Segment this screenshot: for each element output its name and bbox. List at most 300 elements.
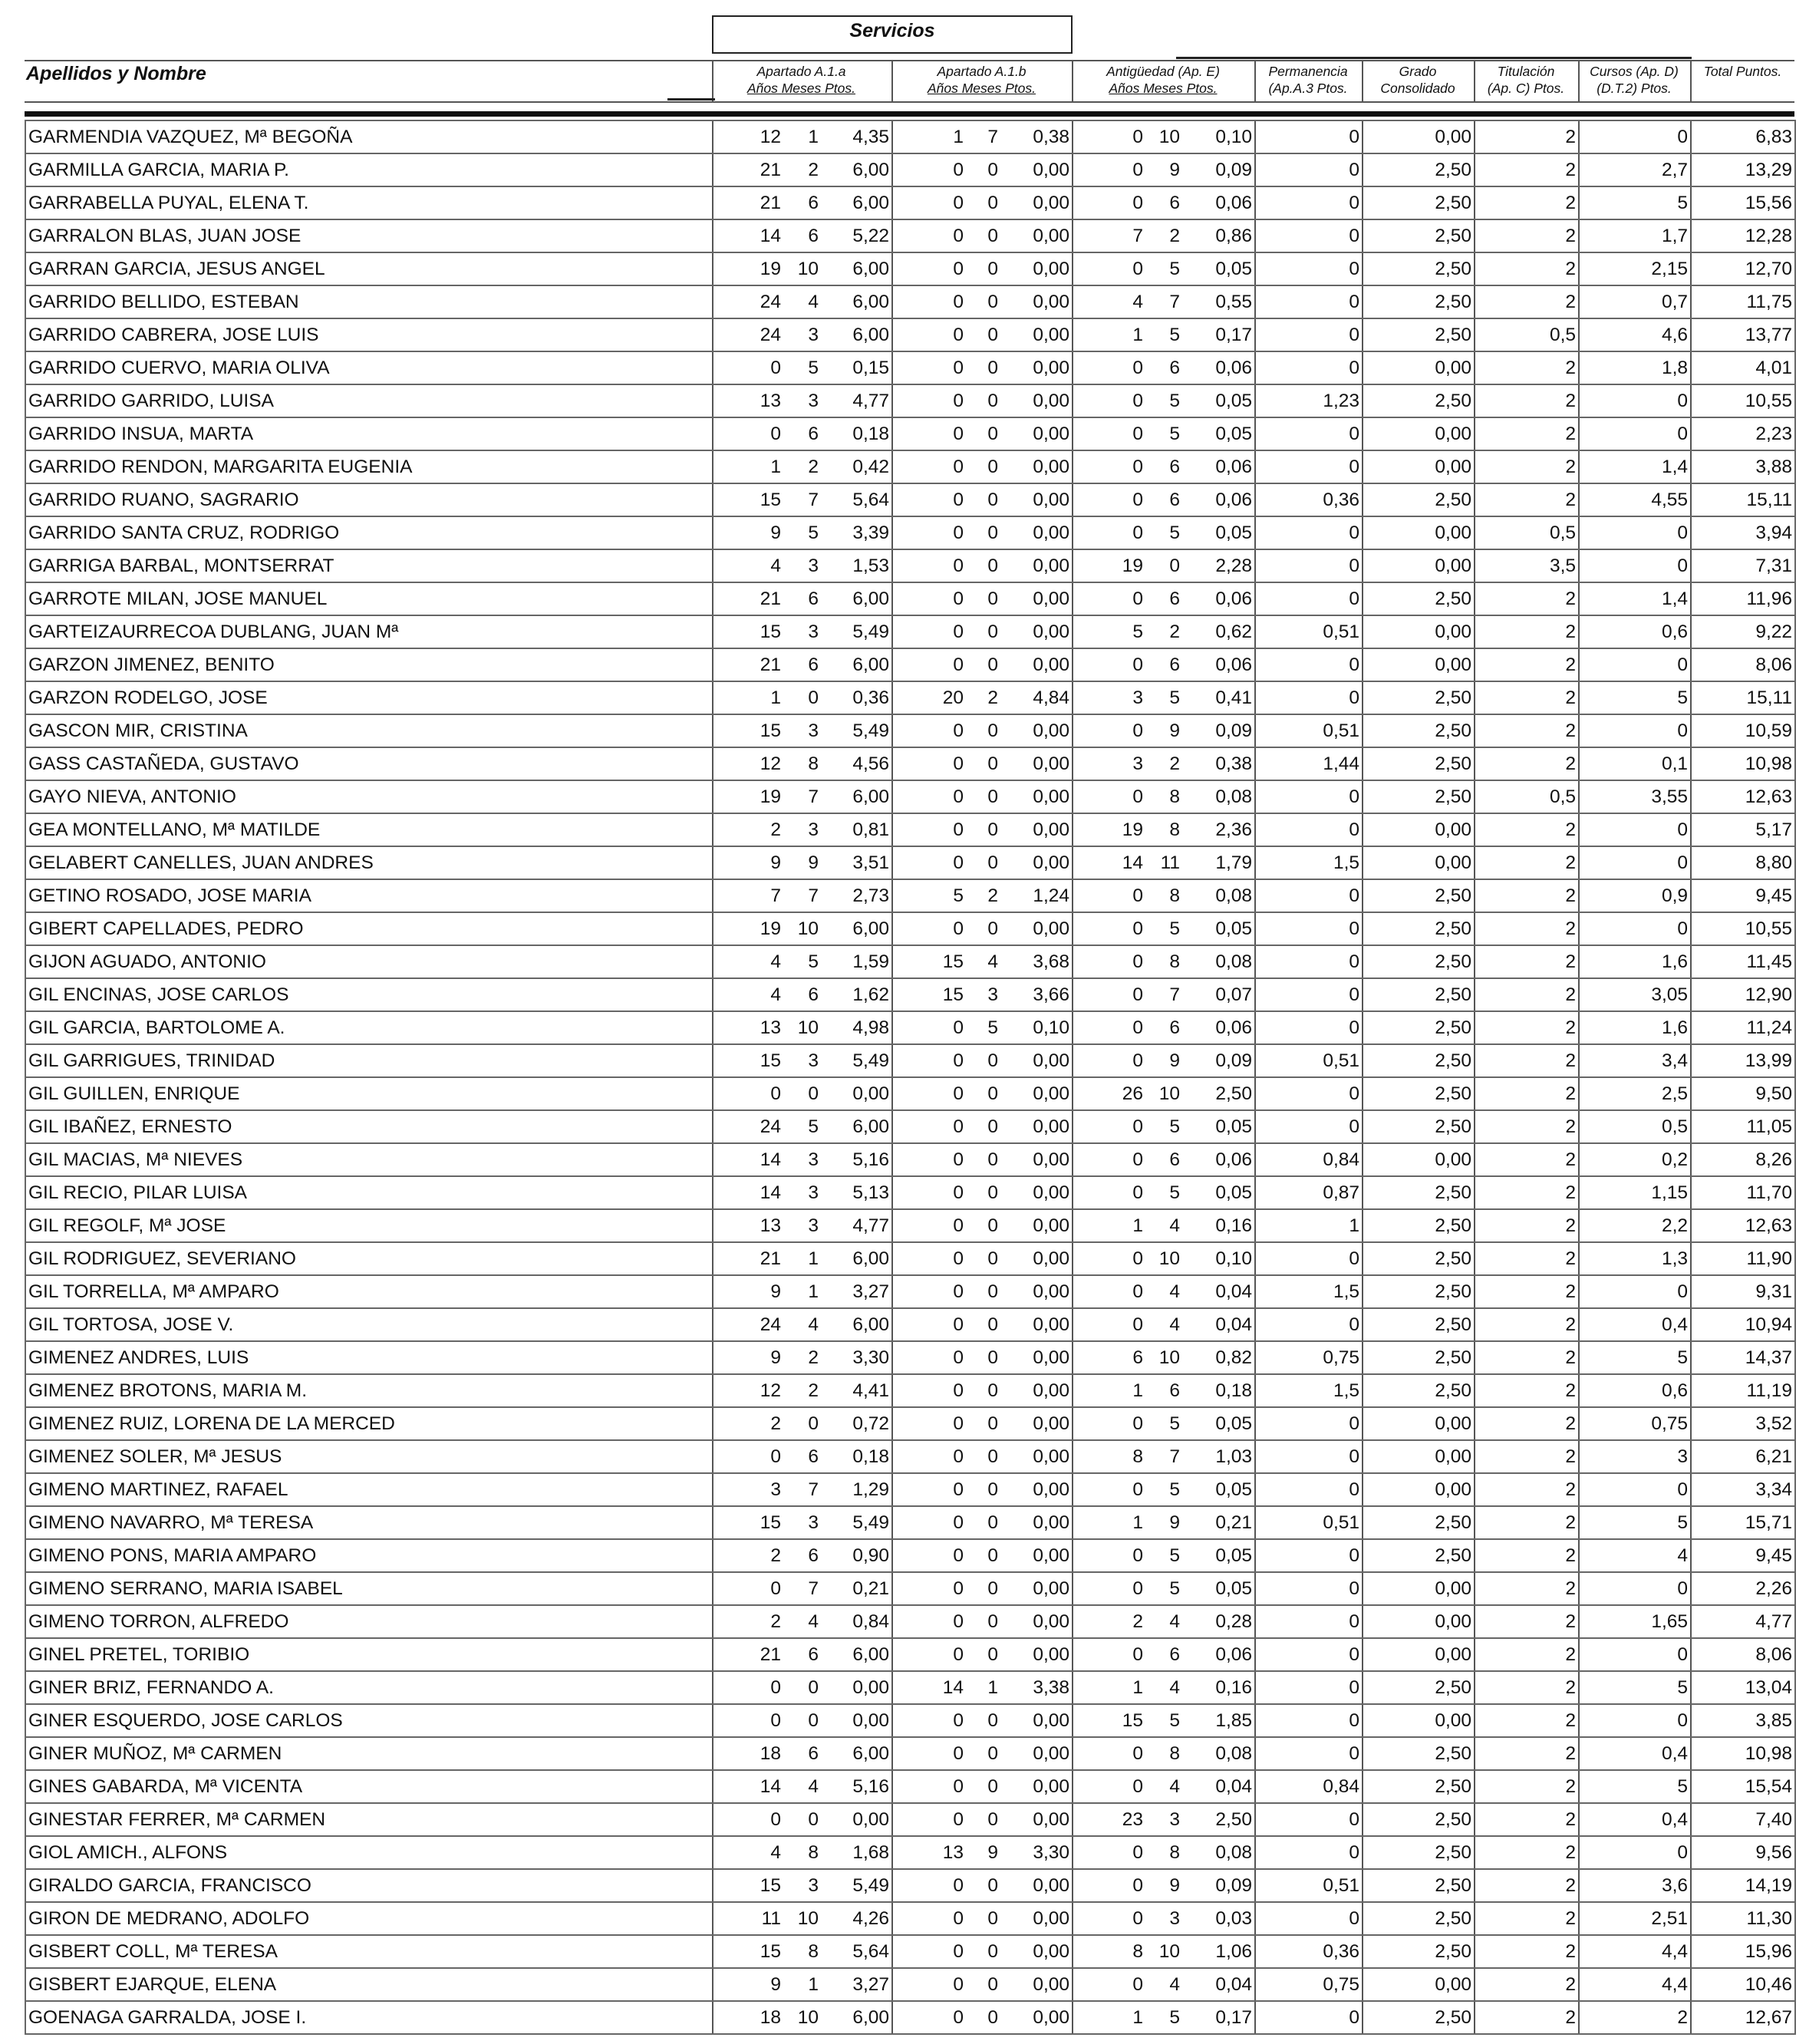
cell-ant-meses: 9 bbox=[1145, 714, 1182, 747]
cell-ant-meses: 4 bbox=[1145, 1308, 1182, 1341]
cell-cursos: 0 bbox=[1579, 648, 1691, 681]
cell-a1b-meses: 0 bbox=[966, 813, 1000, 846]
cell-name: GARRIDO CUERVO, MARIA OLIVA bbox=[25, 351, 713, 384]
cell-a1a-anos: 21 bbox=[713, 648, 783, 681]
cell-titulacion: 2 bbox=[1475, 1638, 1579, 1671]
cell-ant-anos: 2 bbox=[1073, 1605, 1145, 1638]
cell-name: GIL RECIO, PILAR LUISA bbox=[25, 1176, 713, 1209]
cell-ant-anos: 0 bbox=[1073, 945, 1145, 978]
cell-ant-meses: 6 bbox=[1145, 648, 1182, 681]
cell-name: GOENAGA GARRALDA, JOSE I. bbox=[25, 2001, 713, 2034]
cell-grado: 2,50 bbox=[1363, 153, 1475, 186]
cell-name: GINEL PRETEL, TORIBIO bbox=[25, 1638, 713, 1671]
cell-ant-meses: 6 bbox=[1145, 450, 1182, 483]
cell-total: 4,01 bbox=[1691, 351, 1795, 384]
cell-name: GISBERT COLL, Mª TERESA bbox=[25, 1935, 713, 1968]
cell-a1b-ptos: 0,00 bbox=[1000, 483, 1073, 516]
cell-a1a-ptos: 6,00 bbox=[821, 582, 892, 615]
cell-a1a-ptos: 0,00 bbox=[821, 1077, 892, 1110]
header-separator bbox=[891, 61, 893, 101]
cell-ant-anos: 0 bbox=[1073, 582, 1145, 615]
cell-a1a-meses: 6 bbox=[783, 186, 821, 219]
cell-titulacion: 2 bbox=[1475, 681, 1579, 714]
cell-a1b-meses: 0 bbox=[966, 1242, 1000, 1275]
cell-ant-anos: 4 bbox=[1073, 285, 1145, 318]
cell-grado: 2,50 bbox=[1363, 1275, 1475, 1308]
cell-titulacion: 2 bbox=[1475, 1836, 1579, 1869]
cell-cursos: 1,6 bbox=[1579, 1011, 1691, 1044]
cell-a1b-anos: 0 bbox=[892, 285, 966, 318]
cell-ant-ptos: 0,08 bbox=[1182, 780, 1255, 813]
cell-grado: 0,00 bbox=[1363, 813, 1475, 846]
cell-name: GINER ESQUERDO, JOSE CARLOS bbox=[25, 1704, 713, 1737]
cell-titulacion: 2 bbox=[1475, 351, 1579, 384]
cell-ant-anos: 0 bbox=[1073, 516, 1145, 549]
cell-permanencia: 0,51 bbox=[1255, 1506, 1363, 1539]
cell-a1b-meses: 0 bbox=[966, 219, 1000, 252]
cell-titulacion: 2 bbox=[1475, 1308, 1579, 1341]
table-row bbox=[25, 1176, 1795, 1209]
cell-a1b-ptos: 0,00 bbox=[1000, 1275, 1073, 1308]
cell-permanencia: 0,75 bbox=[1255, 1341, 1363, 1374]
cell-a1a-ptos: 0,21 bbox=[821, 1572, 892, 1605]
cell-permanencia: 0 bbox=[1255, 681, 1363, 714]
cell-ant-ptos: 2,36 bbox=[1182, 813, 1255, 846]
cell-a1b-meses: 0 bbox=[966, 1176, 1000, 1209]
table-row bbox=[25, 1935, 1795, 1968]
cell-name: GIL IBAÑEZ, ERNESTO bbox=[25, 1110, 713, 1143]
cell-a1a-meses: 0 bbox=[783, 1803, 821, 1836]
cell-titulacion: 2 bbox=[1475, 1374, 1579, 1407]
cell-a1a-ptos: 5,64 bbox=[821, 483, 892, 516]
cell-permanencia: 0 bbox=[1255, 978, 1363, 1011]
cell-ant-ptos: 0,05 bbox=[1182, 516, 1255, 549]
cell-a1a-meses: 7 bbox=[783, 1473, 821, 1506]
cell-a1a-ptos: 6,00 bbox=[821, 318, 892, 351]
cell-a1b-meses: 0 bbox=[966, 384, 1000, 417]
cell-name: GIL MACIAS, Mª NIEVES bbox=[25, 1143, 713, 1176]
cell-a1b-anos: 0 bbox=[892, 384, 966, 417]
cell-a1b-ptos: 4,84 bbox=[1000, 681, 1073, 714]
cell-a1a-meses: 3 bbox=[783, 714, 821, 747]
cell-cursos: 0 bbox=[1579, 1572, 1691, 1605]
cell-cursos: 5 bbox=[1579, 186, 1691, 219]
table-row bbox=[25, 1110, 1795, 1143]
cell-a1a-meses: 3 bbox=[783, 615, 821, 648]
cell-ant-ptos: 0,05 bbox=[1182, 912, 1255, 945]
cell-ant-meses: 6 bbox=[1145, 1638, 1182, 1671]
col-header-grado bbox=[1363, 63, 1473, 101]
table-row bbox=[25, 1506, 1795, 1539]
cell-a1b-ptos: 0,00 bbox=[1000, 813, 1073, 846]
cell-a1a-meses: 1 bbox=[783, 1242, 821, 1275]
cell-a1b-ptos: 0,00 bbox=[1000, 1968, 1073, 2001]
cell-grado: 2,50 bbox=[1363, 1077, 1475, 1110]
cell-cursos: 0,1 bbox=[1579, 747, 1691, 780]
cell-a1b-anos: 0 bbox=[892, 2001, 966, 2034]
table-row bbox=[25, 582, 1795, 615]
cell-ant-meses: 4 bbox=[1145, 1275, 1182, 1308]
cell-ant-ptos: 1,03 bbox=[1182, 1440, 1255, 1473]
cell-ant-meses: 8 bbox=[1145, 813, 1182, 846]
cell-grado: 0,00 bbox=[1363, 846, 1475, 879]
cell-a1b-meses: 0 bbox=[966, 1275, 1000, 1308]
cell-ant-anos: 19 bbox=[1073, 549, 1145, 582]
table-row bbox=[25, 417, 1795, 450]
cell-a1a-anos: 4 bbox=[713, 978, 783, 1011]
cell-ant-meses: 8 bbox=[1145, 1836, 1182, 1869]
cell-a1a-meses: 6 bbox=[783, 1737, 821, 1770]
cell-ant-ptos: 0,08 bbox=[1182, 1836, 1255, 1869]
cell-total: 3,34 bbox=[1691, 1473, 1795, 1506]
cell-permanencia: 0 bbox=[1255, 912, 1363, 945]
cell-titulacion: 2 bbox=[1475, 813, 1579, 846]
cell-total: 15,56 bbox=[1691, 186, 1795, 219]
cell-a1a-ptos: 5,16 bbox=[821, 1770, 892, 1803]
cell-a1a-meses: 3 bbox=[783, 384, 821, 417]
cell-a1a-ptos: 4,35 bbox=[821, 120, 892, 153]
cell-ant-anos: 0 bbox=[1073, 1176, 1145, 1209]
cell-a1a-anos: 13 bbox=[713, 1011, 783, 1044]
cell-titulacion: 2 bbox=[1475, 978, 1579, 1011]
cell-a1b-anos: 0 bbox=[892, 1407, 966, 1440]
cell-a1a-ptos: 1,68 bbox=[821, 1836, 892, 1869]
cell-a1b-anos: 0 bbox=[892, 1539, 966, 1572]
cell-a1a-ptos: 5,49 bbox=[821, 1869, 892, 1902]
cell-a1b-ptos: 0,00 bbox=[1000, 186, 1073, 219]
cell-total: 9,45 bbox=[1691, 879, 1795, 912]
cell-a1b-meses: 0 bbox=[966, 1308, 1000, 1341]
cell-titulacion: 2 bbox=[1475, 1341, 1579, 1374]
table-row bbox=[25, 2001, 1795, 2034]
cell-cursos: 2,51 bbox=[1579, 1902, 1691, 1935]
cell-ant-meses: 4 bbox=[1145, 1968, 1182, 2001]
cell-titulacion: 0,5 bbox=[1475, 318, 1579, 351]
cell-a1a-anos: 4 bbox=[713, 549, 783, 582]
cell-a1b-anos: 0 bbox=[892, 1440, 966, 1473]
cell-permanencia: 0 bbox=[1255, 120, 1363, 153]
cell-name: GEA MONTELLANO, Mª MATILDE bbox=[25, 813, 713, 846]
cell-cursos: 0,75 bbox=[1579, 1407, 1691, 1440]
col-header-title: Antigüedad (Ap. E) bbox=[1106, 64, 1220, 79]
cell-grado: 0,00 bbox=[1363, 1638, 1475, 1671]
cell-ant-meses: 6 bbox=[1145, 351, 1182, 384]
cell-name: GINER BRIZ, FERNANDO A. bbox=[25, 1671, 713, 1704]
cell-a1a-meses: 2 bbox=[783, 1341, 821, 1374]
cell-a1b-ptos: 0,00 bbox=[1000, 549, 1073, 582]
cell-ant-anos: 0 bbox=[1073, 1836, 1145, 1869]
cell-ant-ptos: 0,07 bbox=[1182, 978, 1255, 1011]
cell-a1a-meses: 6 bbox=[783, 1638, 821, 1671]
cell-a1b-meses: 0 bbox=[966, 417, 1000, 450]
cell-ant-meses: 10 bbox=[1145, 1077, 1182, 1110]
cell-a1b-anos: 0 bbox=[892, 153, 966, 186]
table-row bbox=[25, 1473, 1795, 1506]
cell-grado: 0,00 bbox=[1363, 615, 1475, 648]
cell-a1a-anos: 4 bbox=[713, 1836, 783, 1869]
cell-a1b-meses: 0 bbox=[966, 318, 1000, 351]
cell-name: GIBERT CAPELLADES, PEDRO bbox=[25, 912, 713, 945]
cell-ant-meses: 5 bbox=[1145, 318, 1182, 351]
cell-ant-ptos: 0,05 bbox=[1182, 1110, 1255, 1143]
cell-a1b-meses: 0 bbox=[966, 2001, 1000, 2034]
cell-cursos: 0 bbox=[1579, 1638, 1691, 1671]
cell-grado: 2,50 bbox=[1363, 1209, 1475, 1242]
cell-titulacion: 2 bbox=[1475, 747, 1579, 780]
cell-name: GIL RODRIGUEZ, SEVERIANO bbox=[25, 1242, 713, 1275]
cell-a1a-anos: 14 bbox=[713, 1176, 783, 1209]
cell-a1a-ptos: 4,26 bbox=[821, 1902, 892, 1935]
cell-a1a-meses: 5 bbox=[783, 351, 821, 384]
cell-name: GARRALON BLAS, JUAN JOSE bbox=[25, 219, 713, 252]
cell-ant-ptos: 0,04 bbox=[1182, 1968, 1255, 2001]
table-row bbox=[25, 1572, 1795, 1605]
table-row bbox=[25, 285, 1795, 318]
cell-a1b-ptos: 0,00 bbox=[1000, 1143, 1073, 1176]
cell-titulacion: 2 bbox=[1475, 153, 1579, 186]
cell-a1b-ptos: 0,10 bbox=[1000, 1011, 1073, 1044]
cell-ant-meses: 10 bbox=[1145, 1341, 1182, 1374]
cell-a1b-ptos: 0,00 bbox=[1000, 219, 1073, 252]
cell-grado: 2,50 bbox=[1363, 879, 1475, 912]
cell-cursos: 0 bbox=[1579, 846, 1691, 879]
cell-a1b-anos: 0 bbox=[892, 1473, 966, 1506]
cell-name: GARRIGA BARBAL, MONTSERRAT bbox=[25, 549, 713, 582]
cell-permanencia: 0 bbox=[1255, 1605, 1363, 1638]
cell-a1a-meses: 0 bbox=[783, 1704, 821, 1737]
cell-a1b-ptos: 0,00 bbox=[1000, 1473, 1073, 1506]
cell-a1b-ptos: 0,00 bbox=[1000, 1539, 1073, 1572]
cell-a1b-ptos: 0,00 bbox=[1000, 1407, 1073, 1440]
cell-a1a-meses: 6 bbox=[783, 219, 821, 252]
cell-a1a-anos: 12 bbox=[713, 747, 783, 780]
cell-cursos: 4,55 bbox=[1579, 483, 1691, 516]
cell-a1a-meses: 3 bbox=[783, 813, 821, 846]
cell-ant-meses: 4 bbox=[1145, 1209, 1182, 1242]
header-separator bbox=[1474, 61, 1475, 101]
cell-a1b-meses: 0 bbox=[966, 1440, 1000, 1473]
cell-grado: 2,50 bbox=[1363, 1176, 1475, 1209]
cell-a1a-anos: 14 bbox=[713, 219, 783, 252]
cell-cursos: 1,6 bbox=[1579, 945, 1691, 978]
cell-a1a-meses: 1 bbox=[783, 120, 821, 153]
cell-cursos: 0,9 bbox=[1579, 879, 1691, 912]
cell-ant-anos: 1 bbox=[1073, 1209, 1145, 1242]
cell-total: 15,96 bbox=[1691, 1935, 1795, 1968]
cell-permanencia: 0 bbox=[1255, 582, 1363, 615]
cell-ant-anos: 0 bbox=[1073, 1275, 1145, 1308]
header-underline bbox=[667, 98, 715, 101]
table-row bbox=[25, 1077, 1795, 1110]
table-row bbox=[25, 1803, 1795, 1836]
cell-a1b-anos: 0 bbox=[892, 516, 966, 549]
cell-ant-meses: 5 bbox=[1145, 1572, 1182, 1605]
cell-ant-anos: 0 bbox=[1073, 648, 1145, 681]
cell-a1a-ptos: 6,00 bbox=[821, 912, 892, 945]
cell-ant-anos: 1 bbox=[1073, 2001, 1145, 2034]
col-header-title: Apartado A.1.b bbox=[937, 64, 1026, 79]
cell-a1a-ptos: 5,49 bbox=[821, 714, 892, 747]
table-row bbox=[25, 516, 1795, 549]
table-row bbox=[25, 714, 1795, 747]
cell-total: 10,46 bbox=[1691, 1968, 1795, 2001]
cell-permanencia: 0 bbox=[1255, 1638, 1363, 1671]
cell-titulacion: 2 bbox=[1475, 252, 1579, 285]
cell-total: 15,71 bbox=[1691, 1506, 1795, 1539]
cell-total: 11,96 bbox=[1691, 582, 1795, 615]
table-row bbox=[25, 813, 1795, 846]
cell-total: 2,26 bbox=[1691, 1572, 1795, 1605]
cell-a1a-anos: 15 bbox=[713, 1506, 783, 1539]
cell-a1b-anos: 13 bbox=[892, 1836, 966, 1869]
cell-a1b-meses: 7 bbox=[966, 120, 1000, 153]
cell-a1b-meses: 3 bbox=[966, 978, 1000, 1011]
servicios-header-box bbox=[712, 15, 1073, 54]
cell-a1b-meses: 0 bbox=[966, 1572, 1000, 1605]
cell-grado: 2,50 bbox=[1363, 1110, 1475, 1143]
cell-ant-ptos: 0,04 bbox=[1182, 1275, 1255, 1308]
cell-a1a-ptos: 5,16 bbox=[821, 1143, 892, 1176]
cell-name: GARZON RODELGO, JOSE bbox=[25, 681, 713, 714]
cell-a1a-ptos: 0,15 bbox=[821, 351, 892, 384]
cell-a1a-anos: 7 bbox=[713, 879, 783, 912]
cell-a1b-anos: 0 bbox=[892, 1704, 966, 1737]
cell-permanencia: 0 bbox=[1255, 1671, 1363, 1704]
cell-a1a-anos: 0 bbox=[713, 1077, 783, 1110]
cell-a1a-ptos: 3,39 bbox=[821, 516, 892, 549]
cell-ant-anos: 5 bbox=[1073, 615, 1145, 648]
cell-a1a-meses: 0 bbox=[783, 1077, 821, 1110]
cell-a1b-meses: 0 bbox=[966, 1473, 1000, 1506]
cell-a1a-meses: 4 bbox=[783, 1605, 821, 1638]
cell-ant-ptos: 0,18 bbox=[1182, 1374, 1255, 1407]
cell-a1b-anos: 0 bbox=[892, 1935, 966, 1968]
cell-ant-anos: 0 bbox=[1073, 1737, 1145, 1770]
cell-a1a-meses: 3 bbox=[783, 549, 821, 582]
cell-total: 3,85 bbox=[1691, 1704, 1795, 1737]
cell-a1a-anos: 21 bbox=[713, 582, 783, 615]
cell-a1b-anos: 0 bbox=[892, 351, 966, 384]
cell-total: 11,45 bbox=[1691, 945, 1795, 978]
cell-a1a-ptos: 6,00 bbox=[821, 1110, 892, 1143]
cell-a1b-anos: 0 bbox=[892, 747, 966, 780]
cell-a1b-ptos: 0,00 bbox=[1000, 153, 1073, 186]
cell-ant-anos: 0 bbox=[1073, 186, 1145, 219]
cell-ant-meses: 5 bbox=[1145, 1704, 1182, 1737]
cell-ant-meses: 5 bbox=[1145, 681, 1182, 714]
cell-ant-ptos: 0,06 bbox=[1182, 1638, 1255, 1671]
cell-a1a-meses: 3 bbox=[783, 1176, 821, 1209]
cell-grado: 0,00 bbox=[1363, 1704, 1475, 1737]
cell-ant-meses: 11 bbox=[1145, 846, 1182, 879]
cell-name: GIL GARRIGUES, TRINIDAD bbox=[25, 1044, 713, 1077]
cell-titulacion: 2 bbox=[1475, 714, 1579, 747]
cell-a1b-meses: 0 bbox=[966, 1935, 1000, 1968]
cell-titulacion: 2 bbox=[1475, 1506, 1579, 1539]
cell-titulacion: 2 bbox=[1475, 945, 1579, 978]
col-header-title: Permanencia bbox=[1268, 64, 1348, 79]
cell-ant-anos: 0 bbox=[1073, 417, 1145, 450]
cell-a1b-meses: 0 bbox=[966, 714, 1000, 747]
col-header-total bbox=[1691, 63, 1794, 101]
cell-ant-anos: 23 bbox=[1073, 1803, 1145, 1836]
cell-cursos: 1,15 bbox=[1579, 1176, 1691, 1209]
cell-a1b-meses: 0 bbox=[966, 1143, 1000, 1176]
cell-name: GARZON JIMENEZ, BENITO bbox=[25, 648, 713, 681]
cell-ant-meses: 6 bbox=[1145, 1374, 1182, 1407]
cell-titulacion: 2 bbox=[1475, 846, 1579, 879]
cell-a1b-ptos: 0,00 bbox=[1000, 1044, 1073, 1077]
cell-a1b-anos: 0 bbox=[892, 582, 966, 615]
cell-a1b-anos: 0 bbox=[892, 1803, 966, 1836]
cell-permanencia: 0 bbox=[1255, 186, 1363, 219]
cell-cursos: 1,7 bbox=[1579, 219, 1691, 252]
cell-total: 10,55 bbox=[1691, 384, 1795, 417]
cell-ant-meses: 6 bbox=[1145, 582, 1182, 615]
table-row bbox=[25, 1638, 1795, 1671]
cell-a1b-ptos: 0,00 bbox=[1000, 516, 1073, 549]
cell-titulacion: 2 bbox=[1475, 384, 1579, 417]
cell-a1a-ptos: 0,36 bbox=[821, 681, 892, 714]
cell-grado: 2,50 bbox=[1363, 1737, 1475, 1770]
cell-a1b-ptos: 0,00 bbox=[1000, 648, 1073, 681]
table-row bbox=[25, 945, 1795, 978]
cell-titulacion: 2 bbox=[1475, 417, 1579, 450]
cell-name: GARMILLA GARCIA, MARIA P. bbox=[25, 153, 713, 186]
cell-a1b-meses: 0 bbox=[966, 1737, 1000, 1770]
cell-ant-ptos: 0,06 bbox=[1182, 186, 1255, 219]
cell-total: 3,52 bbox=[1691, 1407, 1795, 1440]
cell-ant-anos: 3 bbox=[1073, 681, 1145, 714]
cell-name: GIL GARCIA, BARTOLOME A. bbox=[25, 1011, 713, 1044]
cell-a1a-anos: 0 bbox=[713, 1440, 783, 1473]
cell-ant-ptos: 0,38 bbox=[1182, 747, 1255, 780]
cell-cursos: 0,6 bbox=[1579, 615, 1691, 648]
cell-total: 13,04 bbox=[1691, 1671, 1795, 1704]
cell-ant-ptos: 0,62 bbox=[1182, 615, 1255, 648]
cell-a1a-anos: 3 bbox=[713, 1473, 783, 1506]
cell-ant-ptos: 0,09 bbox=[1182, 153, 1255, 186]
cell-total: 3,94 bbox=[1691, 516, 1795, 549]
cell-ant-ptos: 0,04 bbox=[1182, 1770, 1255, 1803]
cell-ant-ptos: 0,09 bbox=[1182, 1044, 1255, 1077]
cell-grado: 2,50 bbox=[1363, 747, 1475, 780]
col-header-sub: (Ap.A.3 Ptos. bbox=[1268, 81, 1348, 96]
cell-permanencia: 0 bbox=[1255, 945, 1363, 978]
cell-ant-anos: 0 bbox=[1073, 384, 1145, 417]
cell-a1b-meses: 0 bbox=[966, 780, 1000, 813]
cell-a1a-ptos: 3,27 bbox=[821, 1968, 892, 2001]
cell-a1a-meses: 0 bbox=[783, 1671, 821, 1704]
cell-cursos: 3,55 bbox=[1579, 780, 1691, 813]
cell-name: GARRIDO INSUA, MARTA bbox=[25, 417, 713, 450]
cell-a1a-ptos: 6,00 bbox=[821, 648, 892, 681]
cell-a1b-meses: 0 bbox=[966, 1704, 1000, 1737]
cell-a1b-ptos: 0,00 bbox=[1000, 615, 1073, 648]
table-row bbox=[25, 1374, 1795, 1407]
cell-ant-anos: 0 bbox=[1073, 714, 1145, 747]
cell-a1b-meses: 0 bbox=[966, 1638, 1000, 1671]
cell-a1b-anos: 0 bbox=[892, 1638, 966, 1671]
cell-titulacion: 2 bbox=[1475, 582, 1579, 615]
cell-permanencia: 0 bbox=[1255, 1077, 1363, 1110]
cell-a1a-ptos: 5,64 bbox=[821, 1935, 892, 1968]
cell-cursos: 5 bbox=[1579, 681, 1691, 714]
cell-total: 9,22 bbox=[1691, 615, 1795, 648]
cell-titulacion: 2 bbox=[1475, 2001, 1579, 2034]
cell-a1a-anos: 2 bbox=[713, 1605, 783, 1638]
cell-a1a-anos: 9 bbox=[713, 1275, 783, 1308]
